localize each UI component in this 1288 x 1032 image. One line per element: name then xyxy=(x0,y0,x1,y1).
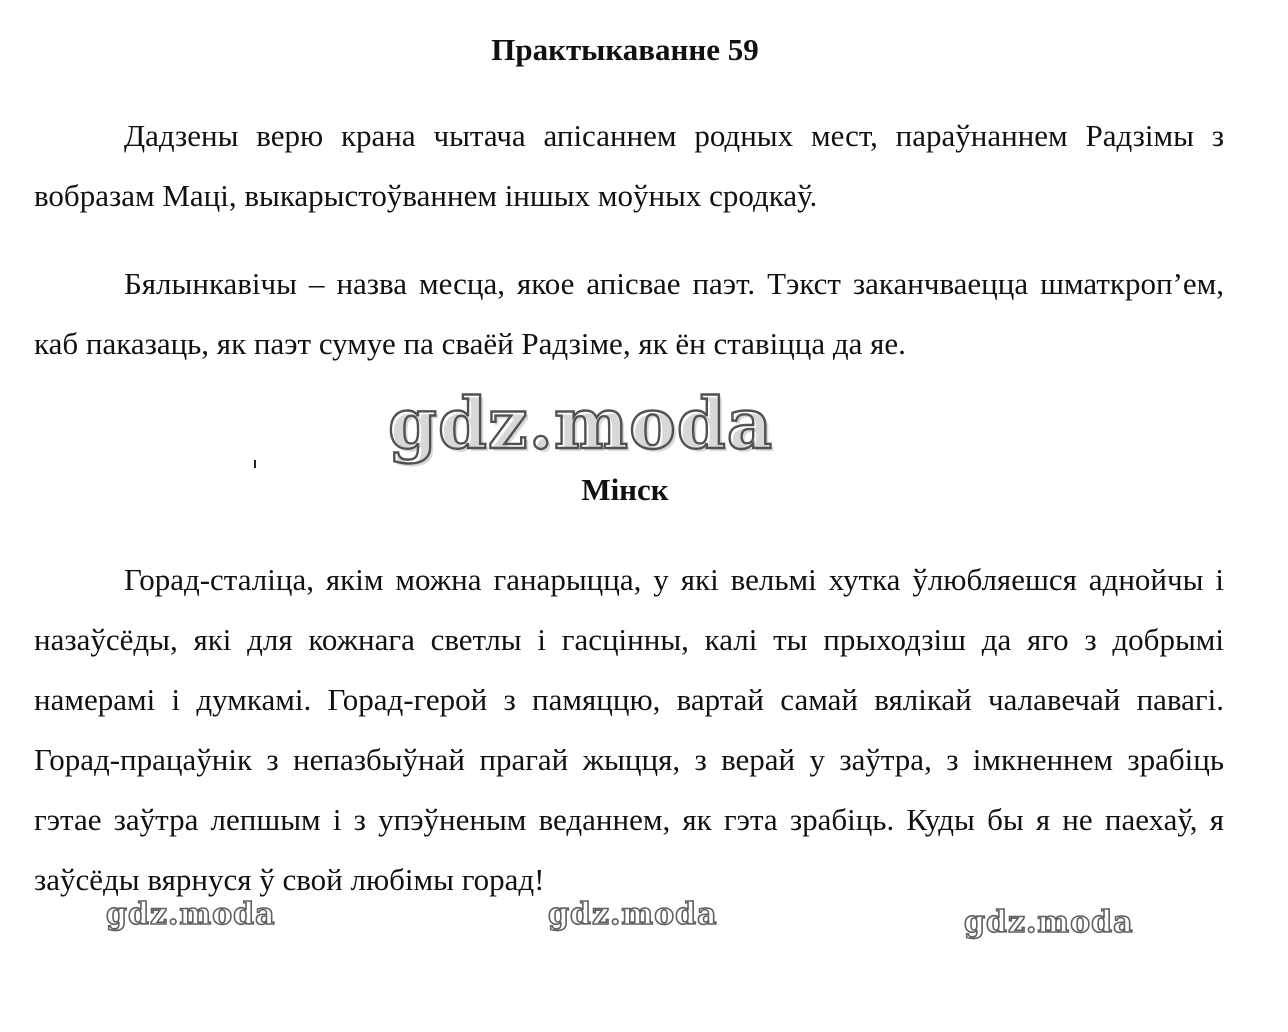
watermark-bottom-center: gdz.moda xyxy=(548,897,718,932)
paragraph-analysis-1: Дадзены верю крана чытача апісаннем родных мест, параўнаннем Радзімы з вобразам Маці, выкарыстоўваннем іншых моўных сродкаў. xyxy=(34,118,1224,213)
section-heading-minsk: Мінск xyxy=(581,472,669,507)
watermark-bottom-left: gdz.moda xyxy=(106,897,276,932)
watermark-main: gdz.moda xyxy=(388,382,774,465)
paragraph-minsk-essay: Горад-сталіца, якім можна ганарыцца, у які вельмі хутка ўлюбляешся аднойчы і назаўсёды, які для кожнага светлы і гасцінны, калі ты прыходзіш да яго з добрымі намерамі і думкамі. Горад-герой з памяццю, вартай самай вялікай чалавечай павагі. Горад-працаўнік з непазбыўнай прагай жыцця, з верай у заўтра, з імкненнем зрабіць гэтае заўтра лепшым і з упэўненым веданнем, як гэта зрабіць. Куды бы я не паехаў, я заўсёды вярнуся ў свой любімы горад! xyxy=(34,562,1224,897)
paragraph-analysis-2: Бялынкавічы – назва месца, якое апісвае паэт. Тэкст заканчваецца шматкроп’ем, каб паказаць, як паэт сумуе па сваёй Радзіме, як ён ставіцца да яе. xyxy=(34,266,1224,361)
page-title: Практыкаванне 59 xyxy=(491,32,759,67)
watermark-bottom-right: gdz.moda xyxy=(964,905,1134,940)
stray-mark xyxy=(254,460,256,468)
